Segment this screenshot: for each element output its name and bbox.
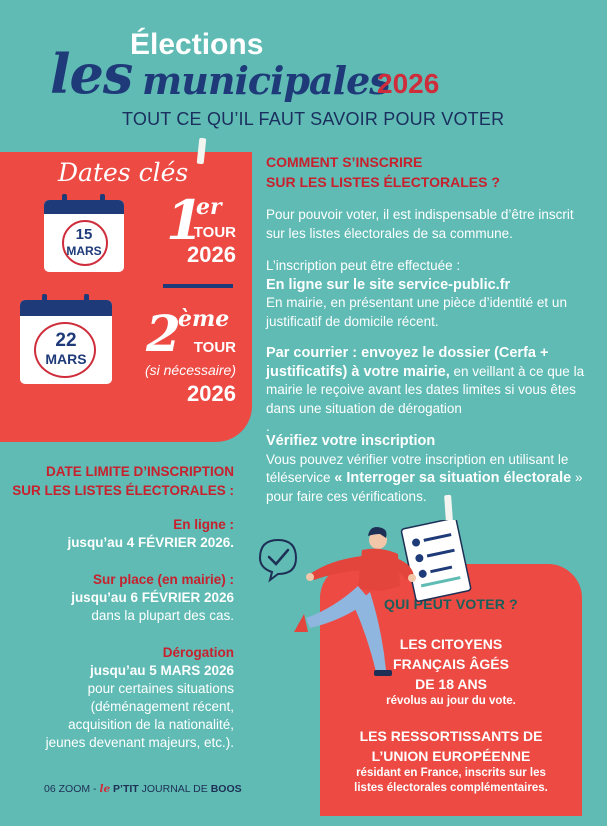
voter-group-note: révolus au jour du vote. xyxy=(386,695,516,707)
footer-boos: BOOS xyxy=(210,783,242,795)
title-year: 2026 xyxy=(377,68,440,99)
second-round-label: TOUR xyxy=(193,339,236,356)
first-round-day: 15 xyxy=(75,226,93,243)
inscription-intro: Pour pouvoir voter, il est indispensable d’être inscrit sur les listes électorales de sa commune. xyxy=(266,207,574,241)
mail-method xyxy=(266,344,596,437)
inscription-title-line: SUR LES LISTES ÉLECTORALES ? xyxy=(266,174,500,190)
footer-journal: JOURNAL DE xyxy=(141,783,208,795)
deadline-derogation-note: pour certaines situations xyxy=(87,681,234,696)
inscription-title-line: COMMENT S’INSCRIRE xyxy=(266,154,423,170)
voter-group-line: FRANÇAIS ÂGÉS xyxy=(393,656,509,672)
first-round-month: MARS xyxy=(66,244,102,258)
calendar-icon xyxy=(44,200,124,272)
dates-divider xyxy=(163,284,233,288)
title-les: les xyxy=(50,42,133,106)
mail-method-bold: Par courrier : envoyez le dossier (Cerfa + justificatifs) à votre mairie, xyxy=(266,345,549,380)
first-round-ordinal-suffix: er xyxy=(196,194,222,220)
person-figure xyxy=(294,527,416,676)
deadline-derogation-note: (déménagement récent, xyxy=(90,699,234,714)
footer-le: le xyxy=(99,783,111,795)
second-round-ordinal: 2 xyxy=(146,304,181,363)
deadline-onsite-label: Sur place (en mairie) : xyxy=(92,572,234,587)
voter-group-line: LES RESSORTISSANTS DE xyxy=(359,728,543,744)
page-subtitle: TOUT CE QU’IL FAUT SAVOIR POUR VOTER xyxy=(122,109,505,129)
deadline-title-line: SUR LES LISTES ÉLECTORALES : xyxy=(12,483,234,498)
deadline-derogation-date: jusqu’au 5 MARS 2026 xyxy=(89,663,234,678)
first-round-label: TOUR xyxy=(193,224,236,241)
key-dates-title: Dates clés xyxy=(58,158,189,187)
deadline-onsite-date: jusqu’au 6 FÉVRIER 2026 xyxy=(71,590,234,605)
footer-ptit: P’TIT xyxy=(113,783,139,795)
mail-method-text: en veillant à ce que la mairie le reçoive avant les dates limites si vous êtes dans une situation de dérogation xyxy=(266,363,585,416)
deadline-derogation-note: acquisition de la nationalité, xyxy=(68,717,234,732)
voter-group-line: DE 18 ANS xyxy=(415,676,487,692)
voter-group-eu xyxy=(320,726,582,796)
check-bubble-icon xyxy=(260,540,296,580)
second-round-year: 2026 xyxy=(187,381,236,406)
page-footer xyxy=(44,783,242,795)
deadline-online-label: En ligne : xyxy=(173,517,234,532)
deadline-title xyxy=(10,462,234,500)
deadline-derogation xyxy=(10,644,234,752)
voter-group-note: résidant en France, inscrits sur les xyxy=(356,767,546,779)
title-elections: Élections xyxy=(130,28,264,61)
voter-group-note: listes électorales complémentaires. xyxy=(354,782,548,794)
second-round-day: 22 xyxy=(55,330,77,351)
voter-group-line: L’UNION EUROPÉENNE xyxy=(371,748,531,764)
first-round-ordinal: 1 xyxy=(166,188,204,252)
inscription-methods xyxy=(266,257,591,331)
second-round-month: MARS xyxy=(45,351,87,367)
verify-text: Vous pouvez vérifier votre inscription en utilisant le téléservice xyxy=(266,451,569,485)
document-icon xyxy=(401,520,471,602)
verify-section xyxy=(266,432,591,506)
first-round-year: 2026 xyxy=(187,242,236,267)
deadline-online-date: jusqu’au 4 FÉVRIER 2026. xyxy=(67,535,234,550)
calendar-icon xyxy=(20,300,112,384)
verify-service-link: « Interroger sa situation électorale xyxy=(334,470,572,486)
deadline-title-line: DATE LIMITE D’INSCRIPTION xyxy=(46,464,234,479)
title-municipales: municipales xyxy=(142,58,390,103)
verify-text-end: » pour faire ces vérifications. xyxy=(266,470,583,504)
voter-illustration xyxy=(250,520,490,700)
who-can-vote-title: QUI PEUT VOTER ? xyxy=(384,596,518,612)
page-number: 06 xyxy=(44,783,56,795)
online-method: En ligne sur le site service-public.fr xyxy=(266,276,511,293)
deadline-derogation-label: Dérogation xyxy=(162,645,234,660)
deadline-online xyxy=(10,516,234,552)
deadline-derogation-note: jeunes devenant majeurs, etc.). xyxy=(45,735,234,750)
methods-intro: L’inscription peut être effectuée : xyxy=(266,258,461,273)
voter-group-line: LES CITOYENS xyxy=(399,636,503,652)
mail-method-dot: . xyxy=(266,419,270,434)
mairie-method: En mairie, en présentant une pièce d’identité et un justificatif de domicile récent. xyxy=(266,295,567,329)
deadline-onsite-note: dans la plupart des cas. xyxy=(91,608,234,623)
verify-title: Vérifiez votre inscription xyxy=(266,433,436,449)
inscription-title xyxy=(266,152,566,192)
deadline-onsite xyxy=(10,571,234,625)
second-round-ordinal-suffix: ème xyxy=(178,306,230,332)
second-round-note: (si nécessaire) xyxy=(144,362,236,378)
footer-zoom: ZOOM - xyxy=(58,783,97,795)
